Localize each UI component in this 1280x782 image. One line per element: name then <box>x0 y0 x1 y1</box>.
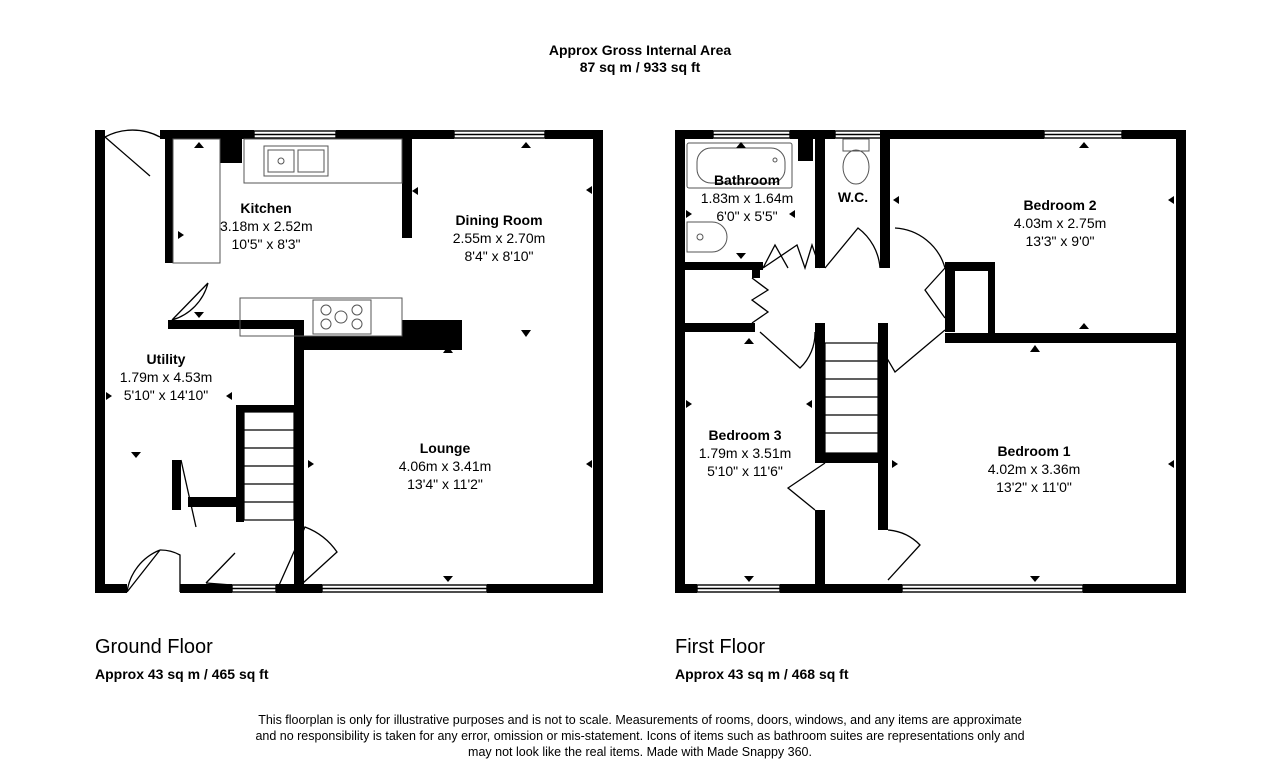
room-name: W.C. <box>837 189 869 205</box>
room-metric: 1.79m x 4.53m <box>119 369 213 385</box>
disclaimer <box>0 712 1280 760</box>
room-imperial: 5'10" x 11'6" <box>707 463 783 479</box>
room-dining <box>438 211 560 265</box>
room-kitchen <box>220 199 312 253</box>
room-name: Kitchen <box>240 200 292 216</box>
ground-floor-area: Approx 43 sq m / 465 sq ft <box>95 666 269 682</box>
gross-area-value: 87 sq m / 933 sq ft <box>579 59 701 75</box>
first-floor-title: First Floor <box>675 636 765 658</box>
ground-floor-title: Ground Floor <box>95 636 213 658</box>
room-metric: 4.03m x 2.75m <box>1013 215 1107 231</box>
room-imperial: 8'4" x 8'10" <box>464 248 534 264</box>
room-bedroom-3 <box>685 426 805 480</box>
room-imperial: 5'10" x 14'10" <box>123 387 209 403</box>
disclaimer-line-1: This floorplan is only for illustrative purposes and is not to scale. Measurements of rooms, doors, windows, and any items are approximate <box>258 713 1022 727</box>
room-metric: 1.79m x 3.51m <box>698 445 792 461</box>
room-name: Dining Room <box>455 212 543 228</box>
room-name: Bedroom 1 <box>997 443 1071 459</box>
disclaimer-line-2: and no responsibility is taken for any error, omission or mis-statement. Icons of items such as bathroom suites are representations only and <box>255 729 1025 743</box>
room-metric: 4.06m x 3.41m <box>398 458 492 474</box>
room-metric: 3.18m x 2.52m <box>220 218 313 234</box>
room-name: Bedroom 3 <box>708 427 782 443</box>
room-utility <box>106 350 226 404</box>
first-floor-area: Approx 43 sq m / 468 sq ft <box>675 666 849 682</box>
room-lounge <box>384 439 506 493</box>
room-name: Utility <box>146 351 186 367</box>
room-imperial: 6'0" x 5'5" <box>716 208 778 224</box>
room-imperial: 10'5" x 8'3" <box>231 236 301 252</box>
room-bedroom-1 <box>973 442 1095 496</box>
disclaimer-line-3: may not look like the real items. Made with Made Snappy 360. <box>468 745 812 759</box>
room-metric: 2.55m x 2.70m <box>452 230 546 246</box>
room-name: Bathroom <box>713 172 781 188</box>
room-bathroom <box>692 171 802 225</box>
room-name: Bedroom 2 <box>1023 197 1097 213</box>
gross-area-title: Approx Gross Internal Area <box>548 42 732 58</box>
room-bedroom-2 <box>1000 196 1120 250</box>
room-metric: 1.83m x 1.64m <box>700 190 794 206</box>
room-imperial: 13'4" x 11'2" <box>407 476 483 492</box>
room-name: Lounge <box>419 440 471 456</box>
room-wc <box>828 188 878 206</box>
room-metric: 4.02m x 3.36m <box>987 461 1081 477</box>
room-imperial: 13'3" x 9'0" <box>1025 233 1095 249</box>
room-imperial: 13'2" x 11'0" <box>996 479 1072 495</box>
